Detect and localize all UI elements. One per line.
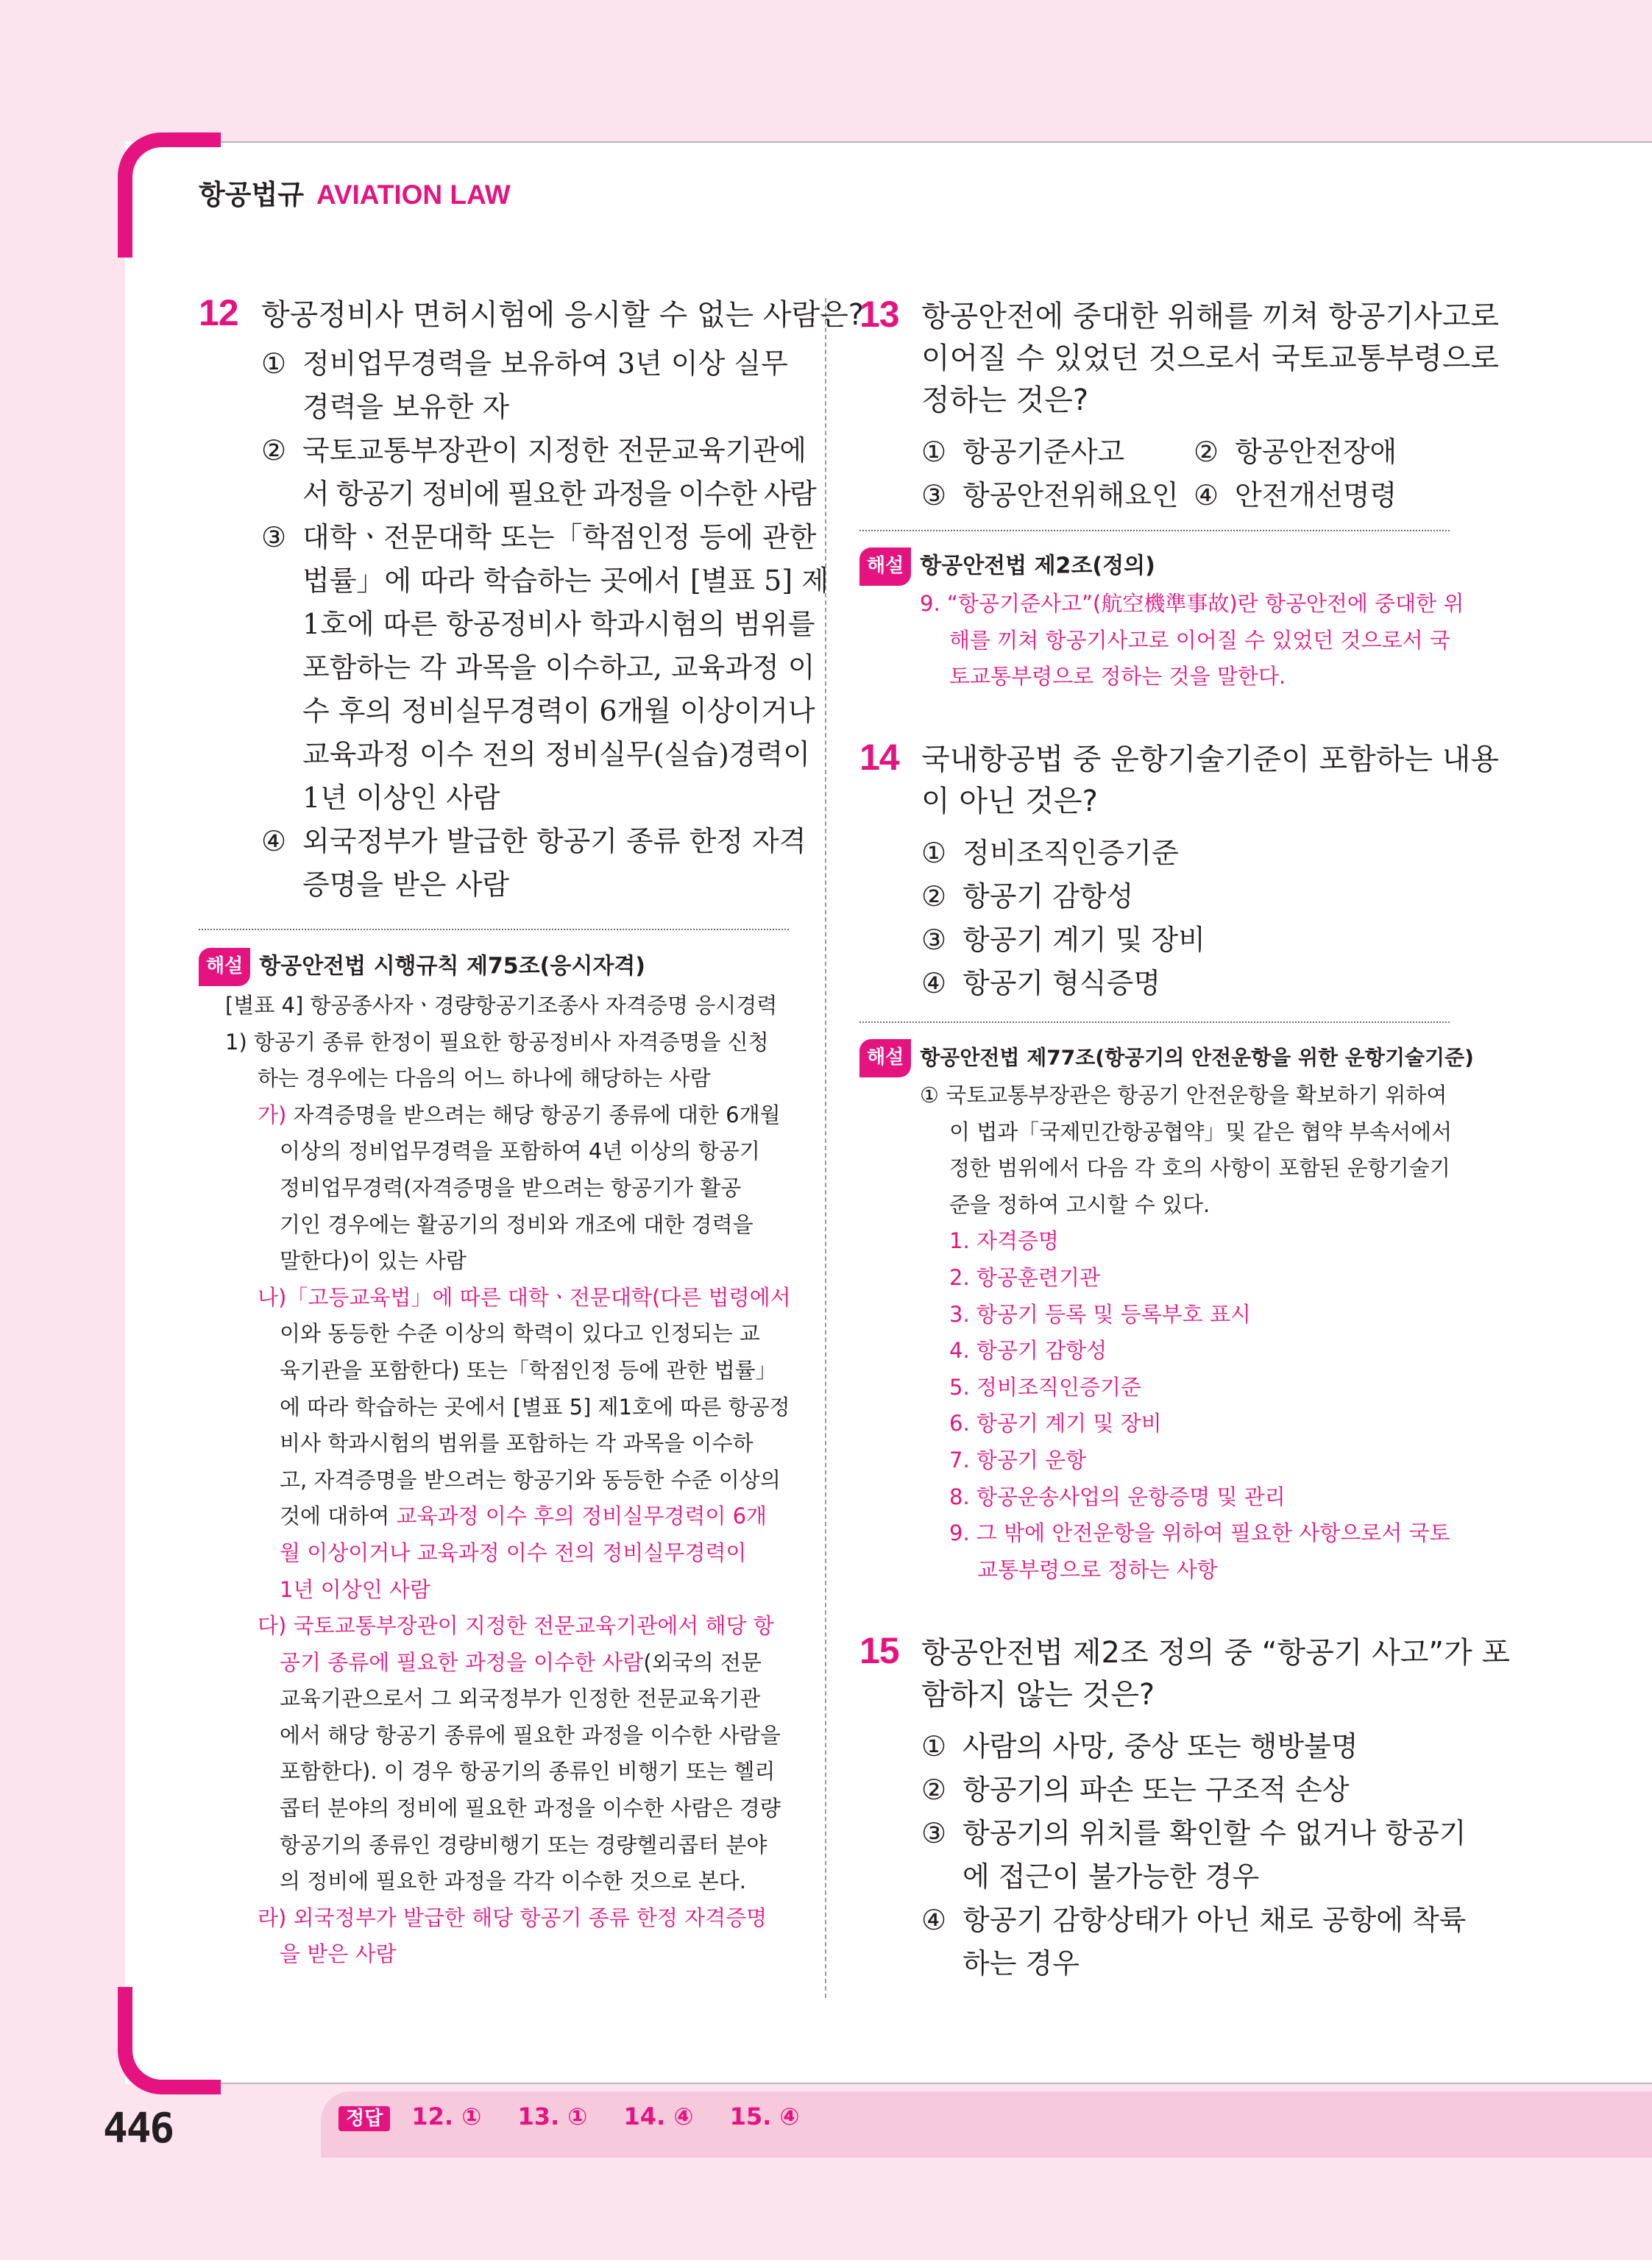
explanation-highlight: 월 이상이거나 교육과정 이수 전의 정비실무경력이	[280, 1540, 747, 1565]
option-marker: ④	[261, 825, 287, 857]
explanation-14	[859, 1039, 1492, 1588]
option-text: 정비조직인증기준	[963, 837, 1179, 869]
option-marker: ②	[1194, 436, 1219, 468]
explanation-line: 육기관을 포함한다) 또는「학점인정 등에 관한 법률」	[280, 1357, 777, 1383]
option-text: 교육과정 이수 전의 정비실무(실습)경력이	[302, 738, 810, 771]
option-text: 항공기 감항성	[963, 880, 1134, 913]
question-text: 항공정비사 면허시험에 응시할 수 없는 사람은?	[261, 298, 864, 332]
question-text: 이 아닌 것은?	[921, 784, 1098, 818]
explanation-highlight: 토교통부령으로 정하는 것을 말한다.	[949, 664, 1286, 690]
answer-item: 14. ④	[623, 2103, 694, 2130]
explanation-line: 의 정비에 필요한 과정을 각각 이수한 것으로 본다.	[280, 1868, 747, 1894]
option-text: 항공기의 위치를 확인할 수 없거나 항공기	[963, 1817, 1467, 1849]
option-marker: ②	[921, 880, 947, 913]
option-1[interactable]	[921, 1725, 1584, 1768]
panel-bottom-rule	[213, 2083, 1652, 2084]
option-text: 국토교통부장관이 지정한 전문교육기관에	[302, 434, 806, 467]
option-marker: ②	[921, 1774, 947, 1806]
option-text: 항공안전위해요인	[963, 479, 1179, 511]
explanation-line: 교육기관으로서 그 외국정부가 인정한 전문교육기관	[280, 1686, 761, 1712]
explanation-text: (외국의 전문	[643, 1649, 762, 1675]
option-text: 항공기의 파손 또는 구조적 손상	[963, 1774, 1350, 1806]
explanation-line: ① 국토교통부장관은 항공기 안전운항을 확보하기 위하여	[920, 1083, 1447, 1108]
explanation-item: 1. 자격증명	[949, 1228, 1059, 1254]
option-text: 서 항공기 정비에 필요한 과정을 이수한 사람	[302, 478, 816, 510]
item-marker-ga: 가)	[258, 1102, 287, 1127]
question-text: 항공안전에 중대한 위해를 끼쳐 항공기사고로	[921, 300, 1500, 333]
explanation-item: 6. 항공기 계기 및 장비	[949, 1411, 1162, 1437]
option-4[interactable]	[921, 962, 1584, 1005]
option-text: 포함하는 각 과목을 이수하고, 교육과정 이	[302, 651, 815, 684]
option-marker: ④	[921, 1904, 947, 1936]
option-marker: ③	[921, 1817, 947, 1849]
answer-key	[338, 2103, 827, 2130]
option-text: 항공기준사고	[963, 436, 1125, 468]
explanation-highlight: 공기 종류에 필요한 과정을 이수한 사람	[280, 1649, 644, 1675]
explanation-line: 나)「고등교육법」에 따른 대학ㆍ전문대학(다른 법령에서	[258, 1284, 791, 1310]
explanation-line: 정비업무경력(자격증명을 받으려는 항공기가 활공	[280, 1175, 742, 1200]
option-text: 경력을 보유한 자	[302, 391, 510, 423]
answer-item: 15. ④	[729, 2103, 800, 2130]
option-1[interactable]	[261, 342, 850, 429]
option-4[interactable]	[921, 1899, 1584, 1986]
panel-top-rule	[213, 141, 1652, 143]
explanation-line: 포함한다). 이 경우 항공기의 종류인 비행기 또는 헬리	[280, 1759, 776, 1785]
explanation-line: [별표 4] 항공종사자ㆍ경량항공기조종사 자격증명 응시경력	[225, 993, 778, 1018]
explanation-highlight: 교육과정 이수 후의 정비실무경력이 6개	[396, 1503, 767, 1529]
explanation-highlight: 다) 국토교통부장관이 지정한 전문교육기관에서 해당 항	[258, 1613, 774, 1639]
option-2[interactable]	[921, 875, 1584, 918]
top-band	[0, 0, 1652, 141]
explanation-title-row	[859, 548, 1492, 586]
option-marker: ④	[921, 967, 947, 999]
option-text: 에 접근이 불가능한 경우	[963, 1860, 1260, 1893]
option-marker: ③	[261, 521, 287, 553]
option-2[interactable]	[1194, 431, 1397, 474]
explanation-line: 기인 경우에는 활공기의 정비와 개조에 대한 경력을	[280, 1211, 754, 1237]
header-english: AVIATION LAW	[316, 180, 511, 210]
option-1[interactable]	[921, 431, 1194, 474]
question-number: 12	[199, 292, 238, 333]
option-3[interactable]	[261, 516, 850, 820]
option-marker: ③	[921, 479, 947, 511]
explanation-item: 5. 정비조직인증기준	[949, 1374, 1141, 1400]
explanation-item: 교통부령으로 정하는 사항	[977, 1556, 1218, 1582]
explanation-separator	[859, 1021, 1450, 1023]
header-korean: 항공법규	[199, 179, 304, 210]
explanation-badge: 해설	[859, 548, 911, 586]
explanation-highlight: 라) 외국정부가 발급한 해당 항공기 종류 한정 자격증명	[258, 1905, 767, 1930]
running-header	[199, 172, 511, 212]
explanation-line: 항공기의 종류인 경량비행기 또는 경량헬리콥터 분야	[280, 1832, 767, 1857]
explanation-item: 2. 항공훈련기관	[949, 1264, 1100, 1290]
option-marker: ①	[261, 347, 287, 380]
explanation-item: 7. 항공기 운항	[949, 1447, 1087, 1473]
option-marker: ④	[1194, 479, 1219, 511]
option-text: 수 후의 정비실무경력이 6개월 이상이거나	[302, 695, 815, 727]
option-text: 외국정부가 발급한 항공기 종류 한정 자격	[302, 825, 806, 857]
explanation-12	[199, 948, 802, 1973]
option-text: 정비업무경력을 보유하여 3년 이상 실무	[302, 347, 788, 380]
answer-item: 13. ①	[517, 2103, 588, 2130]
question-text: 함하지 않는 것은?	[921, 1678, 1155, 1712]
explanation-line: 에서 해당 항공기 종류에 필요한 과정을 이수한 사람을	[280, 1722, 781, 1748]
explanation-line: 이 법과「국제민간항공협약」및 같은 협약 부속서에서	[949, 1119, 1453, 1144]
option-text: 항공기 감항상태가 아닌 채로 공항에 착륙	[963, 1904, 1467, 1936]
option-1[interactable]	[921, 832, 1584, 875]
explanation-line: 콥터 분야의 정비에 필요한 과정을 이수한 사람은 경량	[280, 1796, 781, 1821]
explanation-line: 비사 학과시험의 범위를 포함하는 각 과목을 이수하	[280, 1431, 754, 1456]
explanation-badge: 해설	[859, 1039, 911, 1077]
option-text: 항공기 계기 및 장비	[963, 924, 1205, 956]
explanation-highlight: 해를 끼쳐 항공기사고로 이어질 수 있었던 것으로서 국	[949, 627, 1450, 653]
explanation-line: 이상의 정비업무경력을 포함하여 4년 이상의 항공기	[280, 1138, 760, 1164]
option-3[interactable]	[921, 918, 1584, 962]
explanation-highlight: 9. “항공기준사고”(航空機準事故)란 항공안전에 중대한 위	[920, 591, 1464, 616]
option-4[interactable]	[1194, 474, 1397, 517]
option-text: 항공안전장애	[1235, 436, 1397, 468]
explanation-title: 항공안전법 제77조(항공기의 안전운항을 위한 운항기술기준)	[920, 1045, 1474, 1070]
explanation-title-row	[199, 948, 802, 986]
explanation-item: 4. 항공기 감항성	[949, 1338, 1107, 1364]
option-text: 증명을 받은 사람	[302, 868, 510, 901]
option-marker: ①	[921, 837, 947, 869]
explanation-line: 1) 항공기 종류 한정이 필요한 항공정비사 자격증명을 신청	[225, 1029, 769, 1055]
explanation-line: 하는 경우에는 다음의 어느 하나에 해당하는 사람	[258, 1066, 711, 1091]
question-number: 14	[859, 737, 899, 778]
explanation-highlight: 1년 이상인 사람	[280, 1576, 430, 1602]
option-text: 안전개선명령	[1235, 479, 1397, 511]
explanation-separator	[859, 530, 1450, 531]
explanation-text: 것에 대하여	[280, 1503, 397, 1529]
question-number: 13	[859, 294, 899, 335]
option-text: 사람의 사망, 중상 또는 행방불명	[963, 1730, 1358, 1763]
question-text: 정하는 것은?	[921, 383, 1089, 417]
option-marker: ①	[921, 1730, 947, 1763]
option-marker: ③	[921, 924, 947, 956]
explanation-item: 8. 항공운송사업의 운항증명 및 관리	[949, 1484, 1286, 1509]
explanation-13	[859, 548, 1492, 695]
explanation-badge: 해설	[199, 948, 250, 986]
corner-bracket-bottom	[118, 1987, 221, 2094]
option-2[interactable]	[921, 1768, 1584, 1812]
option-text: 1호에 따른 항공정비사 학과시험의 범위를	[302, 608, 815, 640]
explanation-line: 정한 범위에서 다음 각 호의 사항이 포함된 운항기술기	[949, 1155, 1450, 1181]
explanation-item: 3. 항공기 등록 및 등록부호 표시	[949, 1301, 1251, 1327]
option-text: 1년 이상인 사람	[302, 782, 500, 814]
explanation-line: 준을 정하여 고시할 수 있다.	[949, 1191, 1210, 1217]
option-4[interactable]	[261, 820, 850, 907]
question-number: 15	[859, 1630, 899, 1671]
explanation-title-row	[859, 1039, 1492, 1077]
explanation-line: 말한다)이 있는 사람	[280, 1248, 467, 1274]
option-3[interactable]	[921, 1812, 1584, 1899]
explanation-separator	[199, 929, 789, 930]
question-text: 국내항공법 중 운항기술기준이 포함하는 내용	[921, 743, 1500, 776]
option-text: 항공기 형식증명	[963, 967, 1161, 999]
question-text: 이어질 수 있었던 것으로서 국토교통부령으로	[921, 341, 1500, 375]
explanation-highlight: 을 받은 사람	[280, 1941, 397, 1967]
explanation-title: 항공안전법 시행규칙 제75조(응시자격)	[259, 953, 645, 980]
option-marker: ①	[921, 436, 947, 468]
option-text: 대학ㆍ전문대학 또는「학점인정 등에 관한	[302, 521, 817, 553]
explanation-item: 9. 그 밖에 안전운항을 위하여 필요한 사항으로서 국토	[949, 1520, 1450, 1546]
explanation-line: 에 따라 학습하는 곳에서 [별표 5] 제1호에 따른 항공정	[280, 1394, 790, 1420]
explanation-line: 자격증명을 받으려는 해당 항공기 종류에 대한 6개월	[286, 1102, 781, 1127]
answer-item: 12. ①	[411, 2103, 482, 2130]
answer-tag: 정답	[338, 2106, 390, 2131]
explanation-title: 항공안전법 제2조(정의)	[920, 553, 1155, 579]
question-text: 항공안전법 제2조 정의 중 “항공기 사고”가 포	[921, 1636, 1511, 1670]
page-number: 446	[103, 2105, 174, 2153]
option-text: 법률」에 따라 학습하는 곳에서 [별표 5] 제	[302, 564, 829, 597]
option-marker: ②	[261, 434, 287, 467]
option-3[interactable]	[921, 474, 1194, 517]
explanation-line: 고, 자격증명을 받으려는 항공기와 동등한 수준 이상의	[280, 1467, 781, 1492]
option-2[interactable]	[261, 429, 850, 516]
explanation-line: 이와 동등한 수준 이상의 학력이 있다고 인정되는 교	[280, 1321, 760, 1347]
option-text: 하는 경우	[963, 1947, 1080, 1980]
